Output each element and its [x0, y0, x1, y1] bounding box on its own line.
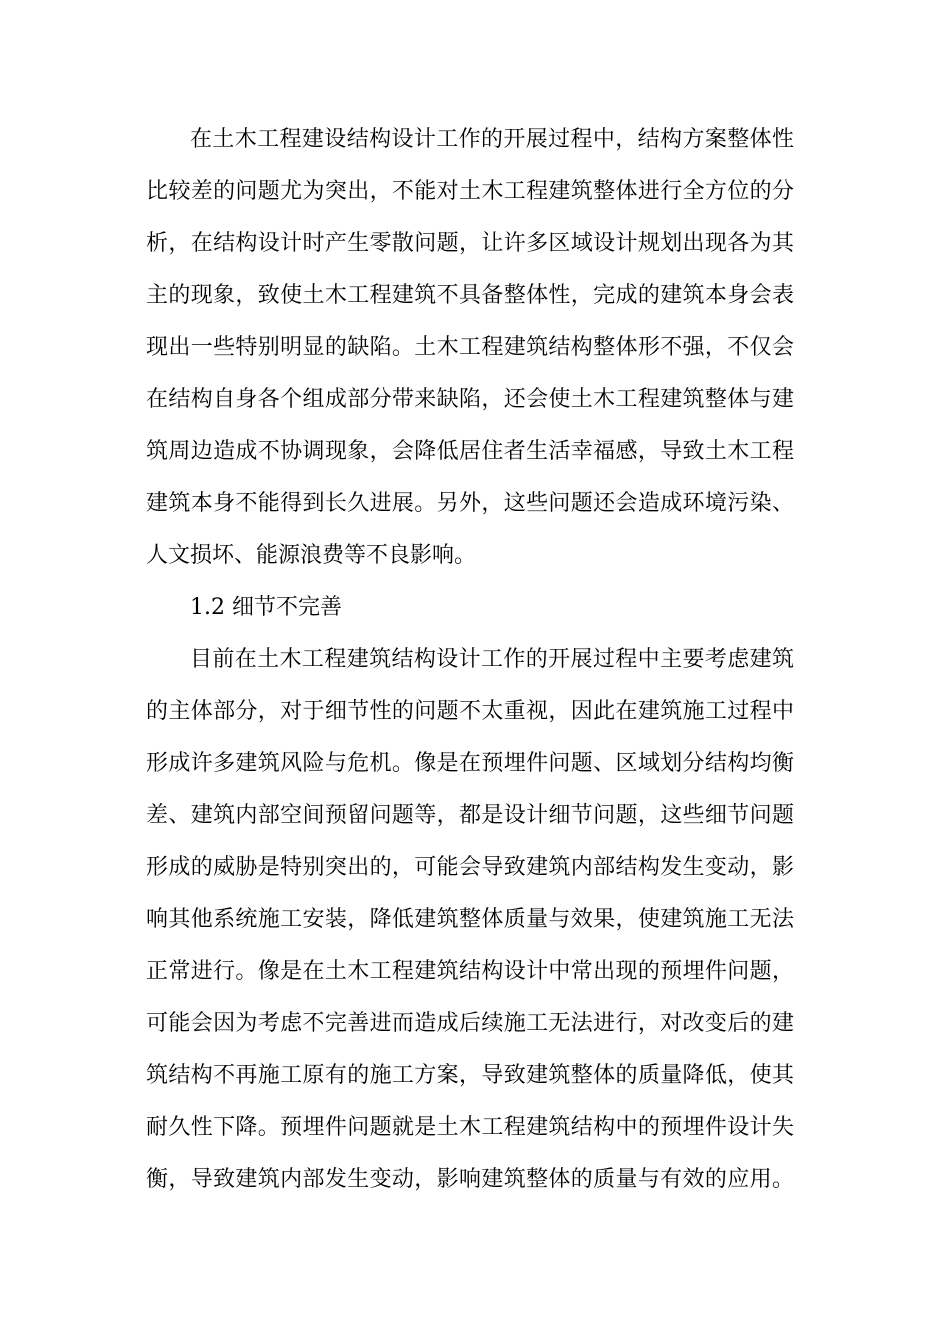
document-page	[146, 114, 794, 1206]
text-line: 可能会因为考虑不完善进而造成后续施工无法进行，对改变后的建	[146, 1011, 794, 1036]
text-line: 的主体部分，对于细节性的问题不太重视，因此在建筑施工过程中	[146, 699, 794, 724]
text-line: 在土木工程建设结构设计工作的开展过程中，结构方案整体性	[190, 127, 794, 152]
text-line: 主的现象，致使土木工程建筑不具备整体性，完成的建筑本身会表	[146, 283, 794, 308]
text-line: 形成的威胁是特别突出的，可能会导致建筑内部结构发生变动，影	[146, 855, 794, 880]
text-line: 在结构自身各个组成部分带来缺陷，还会使土木工程建筑整体与建	[146, 387, 794, 412]
paragraph-detail-issues	[146, 634, 794, 1206]
text-line: 现出一些特别明显的缺陷。土木工程建筑结构整体形不强，不仅会	[146, 335, 794, 360]
text-line: 比较差的问题尤为突出，不能对土木工程建筑整体进行全方位的分	[146, 179, 794, 204]
text-line: 目前在土木工程建筑结构设计工作的开展过程中主要考虑建筑	[190, 647, 794, 672]
paragraph-structure-integrity	[146, 114, 794, 582]
text-line: 建筑本身不能得到长久进展。另外，这些问题还会造成环境污染、	[146, 491, 794, 516]
text-line: 衡，导致建筑内部发生变动，影响建筑整体的质量与有效的应用。	[146, 1167, 794, 1192]
text-line: 正常进行。像是在土木工程建筑结构设计中常出现的预埋件问题，	[146, 959, 794, 984]
text-line: 差、建筑内部空间预留问题等，都是设计细节问题，这些细节问题	[146, 803, 794, 828]
text-line: 响其他系统施工安装，降低建筑整体质量与效果，使建筑施工无法	[146, 907, 794, 932]
text-line: 筑周边造成不协调现象，会降低居住者生活幸福感，导致土木工程	[146, 439, 794, 464]
section-heading: 1.2 细节不完善	[190, 595, 342, 620]
text-line: 耐久性下降。预埋件问题就是土木工程建筑结构中的预埋件设计失	[146, 1115, 794, 1140]
text-line: 析，在结构设计时产生零散问题，让许多区域设计规划出现各为其	[146, 231, 794, 256]
text-line: 筑结构不再施工原有的施工方案，导致建筑整体的质量降低，使其	[146, 1063, 794, 1088]
text-line: 人文损坏、能源浪费等不良影响。	[146, 543, 477, 568]
text-line: 形成许多建筑风险与危机。像是在预埋件问题、区域划分结构均衡	[146, 751, 794, 776]
